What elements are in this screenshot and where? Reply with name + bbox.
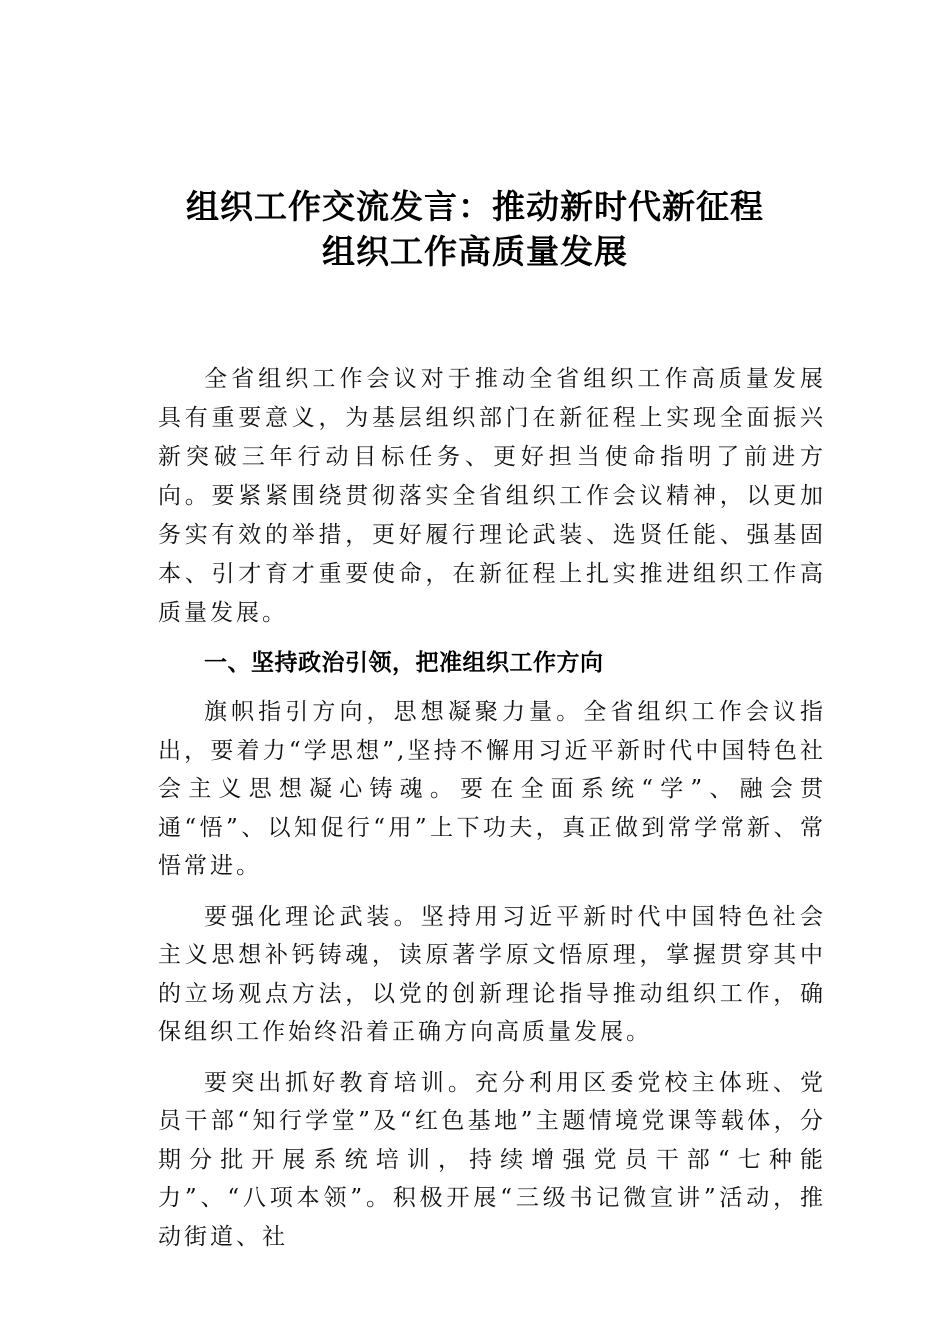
document-title-line-1: 组织工作交流发言：推动新时代新征程 bbox=[186, 187, 764, 226]
document-title-line-2: 组织工作高质量发展 bbox=[322, 232, 628, 271]
paragraph-theory-armament: 要强化理论武装。坚持用习近平新时代中国特色社会主义思想补钙铸魂，读原著学原文悟原理，掌握贯穿其中的立场观点方法，以党的创新理论指导推动组织工作，确保组织工作始终沿着正确方向高质量发展。 bbox=[158, 903, 826, 1045]
paragraph-intro: 全省组织工作会议对于推动全省组织工作高质量发展具有重要意义，为基层组织部门在新征程上实现全面振兴新突破三年行动目标任务、更好担当使命指明了前进方向。要紧紧围绕贯彻落实全省组织工作会议精神，以更加务实有效的举措，更好履行理论武装、选贤任能、强基固本、引才育才重要使命，在新征程上扎实推进组织工作高质量发展。 bbox=[158, 366, 826, 626]
paragraph-education-training: 要突出抓好教育培训。充分利用区委党校主体班、党员干部“知行学堂”及“红色基地”主题情境党课等载体，分期分批开展系统培训，持续增强党员干部“七种能力”、“八项本领”。积极开展“三级书记微宣讲”活动，推动街道、社 bbox=[158, 1069, 826, 1250]
section-heading-1: 一、坚持政治引领，把准组织工作方向 bbox=[204, 650, 604, 676]
document-body bbox=[158, 360, 826, 1256]
paragraph-banner-guidance: 旗帜指引方向，思想凝聚力量。全省组织工作会议指出，要着力“学思想”,坚持不懈用习近平新时代中国特色社会主义思想凝心铸魂。要在全面系统“学”、融会贯通“悟”、以知促行“用”上下功夫，真正做到常学常新、常悟常进。 bbox=[158, 699, 826, 879]
